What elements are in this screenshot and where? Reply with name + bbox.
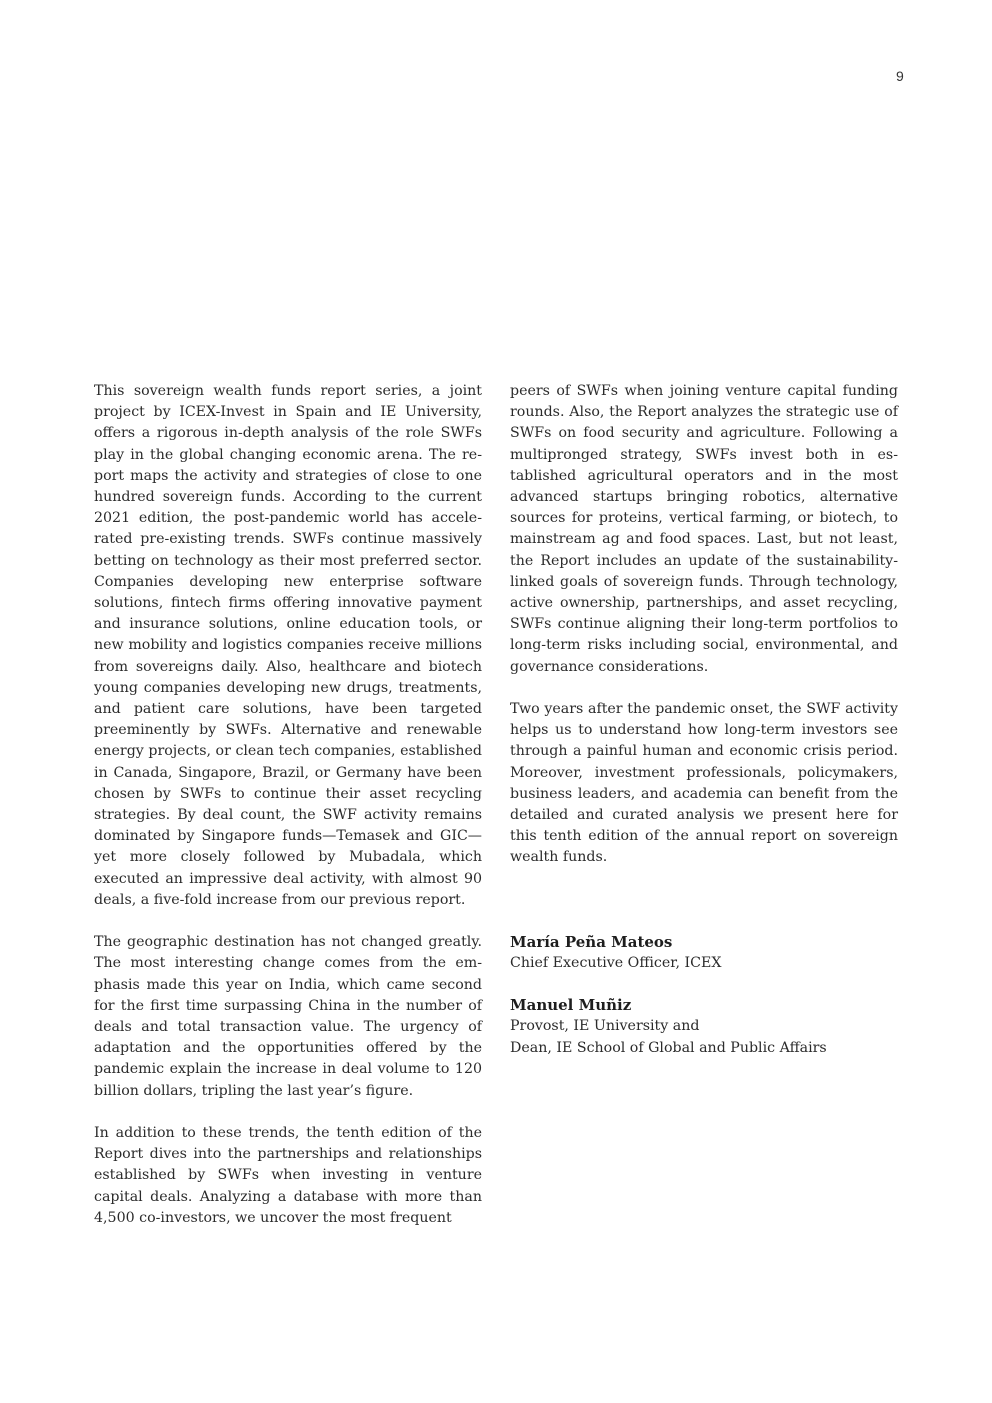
page-number: 9: [896, 68, 904, 84]
continuation-paragraph: peers of SWFs when joining venture capital funding rounds. Also, the Report analyzes the strategic use of SWFs on food security and agriculture. Following a multipronged strategy, SWFs invest both in established agricultural operators and in the most advanced startups bringing robotics, alternative sources for proteins, vertical farming, or biotech, to mainstream ag and food spaces. Last, but not least, the Report includes an update of the sustainability-linked goals of sovereign funds. Through technology, active ownership, partnerships, and asset recycling, SWFs continue aligning their long-term portfolios to long-term risks including social, environmental, and governance considerations.: [510, 383, 898, 675]
right-column: [510, 381, 898, 1080]
signatory-title: Provost, IE University and: [510, 1018, 700, 1035]
signatory-name: Manuel Muñiz: [510, 996, 632, 1015]
closing-paragraph: Two years after the pandemic onset, the SWF activity helps us to understand how long-term investors see through a painful human and economic crisis period. Moreover, investment professionals, policymakers, business leaders, and academia can benefit from the detailed and curated analysis we present here for this tenth edition of the annual report on sovereign wealth funds.: [510, 701, 898, 866]
signatory-title-line2: Dean, IE School of Global and Public Affairs: [510, 1039, 827, 1056]
signatory-title: Chief Executive Officer, ICEX: [510, 954, 722, 971]
geography-paragraph: The geographic destination has not changed greatly. The most interesting change comes from the emphasis made this year on India, which came second for the first time surpassing China in the number of deals and total transaction value. The urgency of adaptation and the opportunities offered by the pandemic explain the increase in deal volume to 120 billion dollars, tripling the last year’s figure.: [94, 934, 482, 1099]
signatory-name: María Peña Mateos: [510, 932, 673, 951]
left-column: [94, 381, 482, 1250]
signature-ie: [510, 995, 898, 1059]
intro-paragraph: This sovereign wealth funds report series, a joint project by ICEX-Invest in Spain and IE University, offers a rigorous in-depth analysis of the role SWFs play in the global changing economic arena. The report maps the activity and strategies of close to one hundred sovereign funds. According to the current 2021 edition, the post-pandemic world has accelerated pre-existing trends. SWFs continue massively betting on technology as their most preferred sector. Companies developing new enterprise software solutions, fintech firms offering innovative payment and insurance solutions, online education tools, or new mobility and logistics companies receive millions from sovereigns daily. Also, healthcare and biotech young companies developing new drugs, treatments, and patient care solutions, have been targeted preeminently by SWFs. Alternative and renewable energy projects, or clean tech companies, established in Canada, Singapore, Brazil, or Germany have been chosen by SWFs to continue their asset recycling strategies. By deal count, the SWF activity remains dominated by Singapore funds—Temasek and GIC—yet more closely followed by Mubadala, which executed an impressive deal activity, with almost 90 deals, a five-fold increase from our previous report.: [94, 383, 482, 908]
signature-icex: [510, 932, 898, 974]
partnerships-paragraph: In addition to these trends, the tenth edition of the Report dives into the partnerships and relationships established by SWFs when investing in venture capital deals. Analyzing a database with more than 4,500 co-investors, we uncover the most frequent: [94, 1125, 482, 1226]
signatures: [510, 932, 898, 1059]
